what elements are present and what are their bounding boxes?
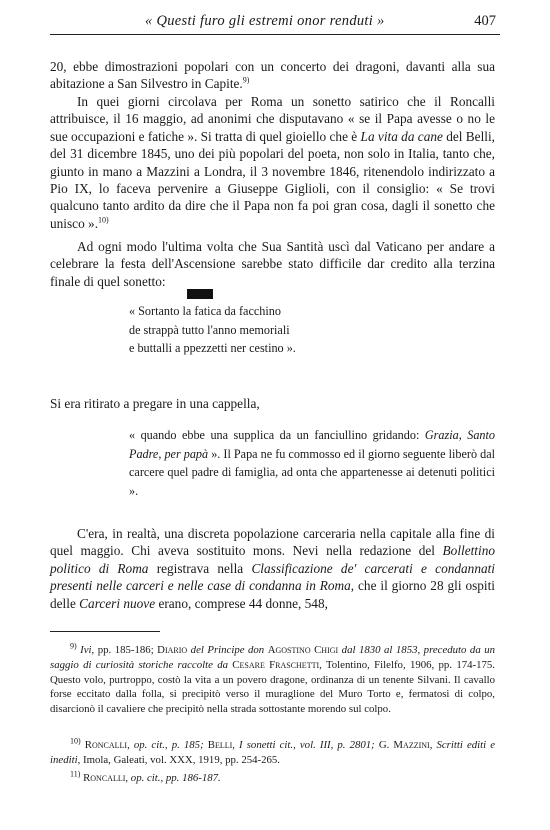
verse-quote xyxy=(129,302,495,358)
running-title: « Questi furo gli estremi onor renduti » xyxy=(145,13,385,29)
paragraph-5-text-e: , che il giorno 28 gli ospiti delle xyxy=(50,578,495,611)
footnote-11-text-b: , op. cit., pp. 186-187. xyxy=(125,772,221,784)
footnote-10-text-b: , op. cit., p. 185; xyxy=(127,739,208,751)
paragraph-1-text: 20, ebbe dimostrazioni popolari con un concerto dei dragoni, davanti alla sua abitazione a San Silvestro in Capite. xyxy=(50,59,495,92)
running-header xyxy=(50,10,500,35)
footnote-11-roncalli: Roncalli xyxy=(83,772,126,784)
classification-title: Classificazione de' carcerati e condannati presenti nelle carceri e nelle case di condanna in Roma xyxy=(50,560,495,594)
prose-quote-text-a: « quando ebbe una supplica da un fanciullino gridando: xyxy=(129,428,425,442)
footnote-divider xyxy=(50,631,160,632)
footnote-10-roncalli: Roncalli xyxy=(84,739,128,751)
paragraph-1 xyxy=(50,58,495,93)
page-number: 407 xyxy=(474,13,496,29)
paragraph-2-text-a: In quei giorni circolava per Roma un sonetto satirico che il Roncalli attribuisce, il 16 maggio, ad anonimi che disputavano « se il Papa avesse o no le sue occupazioni e fatiche ». Si tratta di quel gioiello che è xyxy=(50,94,495,144)
prose-quote-text-c: ». Il Papa ne fu commosso ed il giorno seguente liberò dal carcere quel padre di famiglia, ad onta che appartenesse ai detenuti politici ». xyxy=(129,446,495,498)
footnote-9-diario: Diario xyxy=(157,644,188,656)
footnote-10-mazzini: G. Mazzini xyxy=(378,739,430,751)
footnote-9 xyxy=(50,643,495,717)
footnote-10-text-d: , I sonetti cit., vol. III, p. 2801; xyxy=(232,739,379,751)
verse-line-3: e buttalli a ppezzetti ner cestino ». xyxy=(129,341,296,356)
footnote-9-fraschetti: Cesare Fraschetti xyxy=(232,658,320,671)
prison-name: Carceri nuove xyxy=(79,595,156,611)
footnote-11-number: 11) xyxy=(70,769,81,779)
footnote-10-belli: Belli xyxy=(207,739,233,751)
paragraph-2 xyxy=(50,93,495,232)
footnote-10-number: 10) xyxy=(70,736,81,746)
prose-quote-italic: Grazia, Santo Padre, per papà xyxy=(129,428,496,461)
footnote-10-text-f: , Scritti editi e inediti xyxy=(50,739,496,766)
prose-quote xyxy=(129,426,495,500)
paragraph-4-text: Si era ritirato a pregare in una cappella, xyxy=(50,396,260,411)
verse-line-1: « Sortanto la fatica da facchino xyxy=(129,304,281,318)
paragraph-5-text-c: registrava nella xyxy=(148,560,252,576)
verse-line-2: de strappà tutto l'anno memoriali xyxy=(129,322,290,337)
bulletin-title: Bollettino politico di Roma xyxy=(50,543,495,576)
paragraph-3-text: Ad ogni modo l'ultima volta che Sua Santità uscì dal Vaticano per andare a celebrare la festa dell'Ascensione sarebbe stato difficile dar credito alla terzina finale di quel sonetto: xyxy=(50,239,495,289)
footnote-10 xyxy=(50,738,495,768)
footnote-9-number: 9) xyxy=(70,641,77,651)
paragraph-5-text-a: C'era, in realtà, una discreta popolazione carceraria nella capitale alla fine di quel maggio. Chi aveva sostituito mons. Nevi nella redazione del xyxy=(50,526,495,559)
footnote-9-ivi: Ivi xyxy=(80,644,92,656)
footnote-10-text-g: , Imola, Galeati, vol. XXX, 1919, pp. 254-265. xyxy=(77,753,281,766)
footnote-9-chigi: Agostino Chigi xyxy=(267,644,339,656)
footnote-ref-10: 10) xyxy=(98,215,109,225)
ink-mark xyxy=(187,289,213,299)
paragraph-3 xyxy=(50,238,495,290)
footnote-ref-9: 9) xyxy=(242,75,250,85)
footnote-9-text-h: , Tolentino, Filelfo, 1906, pp. 174-175. Questo volo, purtroppo, costò la vita a un povero dragone, ordinanza di un tenente Silvani. Il cavallo forse eccitato dalla folla, si precipitò verso il muraglione del Muro Torto e, fermatosi di colpo, disarcionò il cavaliere che precipitò nella strada sottostante morendo sul colpo. xyxy=(50,658,495,716)
paragraph-4 xyxy=(50,395,495,412)
sonnet-title: La vita da cane xyxy=(360,128,443,144)
paragraph-5 xyxy=(50,525,495,612)
paragraph-5-text-g: erano, comprese 44 donne, 548, xyxy=(155,595,328,611)
footnote-9-text-d: del Principe don xyxy=(187,644,268,656)
footnote-11 xyxy=(50,771,495,786)
paragraph-2-text-c: del Belli, del 31 dicembre 1845, uno dei più popolari del poeta, non solo in Italia, tanto che, giunto in mano a Mazzini a Londra, il 3 novembre 1846, ritenendolo indirizzato a Pio IX, lo faceva pervenire a Giuseppe Giglioli, con il consiglio: « Se trovi qualcuno tanto ardito da dire che il Papa non fa poi gran cosa, dagli il sonetto che unisco ». xyxy=(50,128,495,231)
footnote-9-text-b: , pp. 185-186; xyxy=(91,644,158,656)
footnote-9-text-f: dal 1830 al 1853, preceduto da un saggio di curiosità storiche raccolte da xyxy=(50,644,495,671)
